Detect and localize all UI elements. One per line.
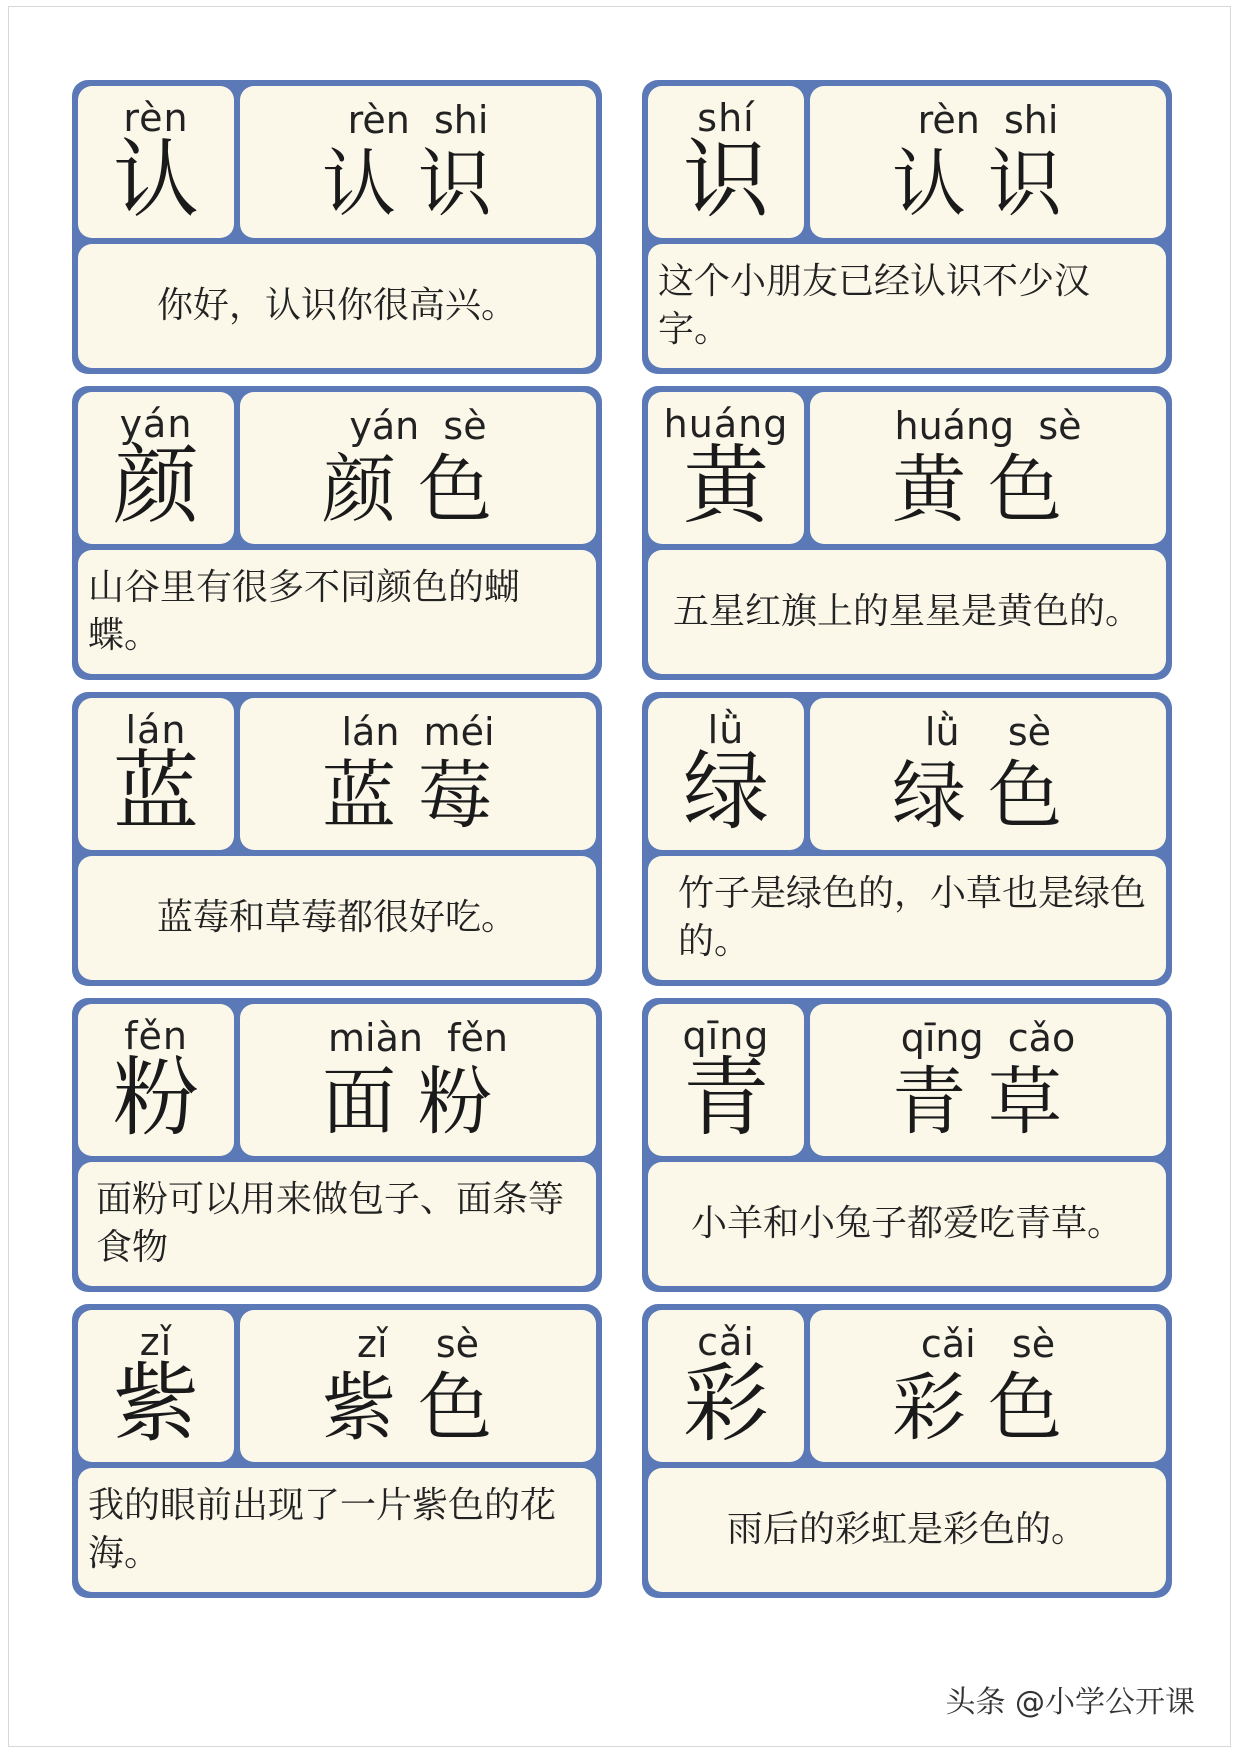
sentence-cell (648, 550, 1166, 674)
word-hanzi: 认识 (892, 141, 1084, 227)
char-pinyin: cǎi (697, 1320, 755, 1364)
char-pinyin: rèn (123, 96, 189, 140)
sentence-cell (648, 1468, 1166, 1592)
word-hanzi: 青草 (892, 1059, 1084, 1145)
word-hanzi: 认识 (322, 141, 514, 227)
word-card (72, 1304, 602, 1598)
word-card (642, 80, 1172, 374)
char-hanzi: 青 (683, 1048, 769, 1148)
char-cell (78, 1310, 234, 1462)
char-hanzi: 黄 (683, 436, 769, 536)
char-hanzi: 彩 (683, 1354, 769, 1454)
word-hanzi: 蓝莓 (322, 753, 514, 839)
word-hanzi: 面粉 (322, 1059, 514, 1145)
char-hanzi: 颜 (113, 436, 199, 536)
word-cell (240, 1310, 596, 1462)
word-card (642, 386, 1172, 680)
char-hanzi: 粉 (113, 1048, 199, 1148)
char-cell (648, 698, 804, 850)
char-cell (78, 86, 234, 238)
sentence-cell (78, 244, 596, 368)
char-hanzi: 绿 (683, 742, 769, 842)
word-card (72, 386, 602, 680)
char-hanzi: 识 (683, 130, 769, 230)
word-hanzi: 紫色 (322, 1365, 514, 1451)
char-pinyin: huáng (663, 402, 789, 446)
char-cell (78, 1004, 234, 1156)
word-card (72, 998, 602, 1292)
char-pinyin: fěn (124, 1014, 188, 1058)
char-cell (648, 392, 804, 544)
char-cell (78, 698, 234, 850)
sentence-cell (78, 856, 596, 980)
sentence-cell (78, 550, 596, 674)
sentence-cell (648, 244, 1166, 368)
word-pinyin: lǜ sè (924, 710, 1052, 754)
word-cell (240, 698, 596, 850)
char-hanzi: 蓝 (113, 742, 199, 842)
word-cell (240, 392, 596, 544)
word-hanzi: 颜色 (322, 447, 514, 533)
example-sentence: 小羊和小兔子都爱吃青草。 (690, 1203, 1123, 1244)
example-sentence: 山谷里有很多不同颜色的蝴蝶。 (88, 567, 521, 656)
char-cell (648, 1310, 804, 1462)
sentence-cell (78, 1468, 596, 1592)
example-sentence: 我的眼前出现了一片紫色的花海。 (88, 1485, 557, 1574)
example-sentence: 蓝莓和草莓都很好吃。 (156, 897, 517, 938)
word-card (642, 998, 1172, 1292)
word-pinyin: zǐ sè (357, 1322, 479, 1366)
word-hanzi: 黄色 (892, 447, 1084, 533)
sentence-cell (648, 856, 1166, 980)
char-pinyin: shí (697, 96, 755, 140)
word-pinyin: rèn shi (347, 98, 489, 142)
word-card (72, 80, 602, 374)
word-pinyin: miàn fěn (328, 1016, 508, 1060)
word-card (642, 692, 1172, 986)
word-cell (240, 86, 596, 238)
word-cell (810, 1004, 1166, 1156)
word-cell (810, 698, 1166, 850)
sentence-cell (648, 1162, 1166, 1286)
word-cell (810, 1310, 1166, 1462)
word-pinyin: cǎi sè (920, 1322, 1056, 1366)
example-sentence: 这个小朋友已经认识不少汉字。 (658, 261, 1091, 350)
word-pinyin: qīng cǎo (900, 1016, 1076, 1060)
char-cell (78, 392, 234, 544)
char-cell (648, 1004, 804, 1156)
example-sentence: 五星红旗上的星星是黄色的。 (672, 591, 1141, 632)
char-pinyin: zǐ (139, 1320, 173, 1364)
word-hanzi: 绿色 (892, 753, 1084, 839)
char-hanzi: 认 (113, 130, 199, 230)
char-pinyin: lán (125, 708, 187, 752)
word-cell (810, 392, 1166, 544)
char-pinyin: lǜ (707, 708, 745, 752)
char-pinyin: qīng (682, 1014, 770, 1058)
char-cell (648, 86, 804, 238)
word-card (642, 1304, 1172, 1598)
char-pinyin: yán (119, 402, 193, 446)
word-card (72, 692, 602, 986)
sentence-cell (78, 1162, 596, 1286)
char-hanzi: 紫 (113, 1354, 199, 1454)
word-hanzi: 彩色 (892, 1365, 1084, 1451)
word-cell (240, 1004, 596, 1156)
word-cell (810, 86, 1166, 238)
example-sentence: 你好，认识你很高兴。 (156, 285, 517, 326)
word-pinyin: lán méi (341, 710, 495, 754)
word-pinyin: huáng sè (894, 404, 1082, 448)
example-sentence: 竹子是绿色的，小草也是绿色的。 (678, 873, 1147, 962)
word-pinyin: yán sè (349, 404, 487, 448)
card-grid (72, 80, 1172, 1598)
watermark-footer: 头条 @小学公开课 (945, 1685, 1195, 1720)
example-sentence: 雨后的彩虹是彩色的。 (726, 1509, 1087, 1550)
word-pinyin: rèn shi (917, 98, 1059, 142)
example-sentence: 面粉可以用来做包子、面条等食物 (96, 1179, 565, 1268)
